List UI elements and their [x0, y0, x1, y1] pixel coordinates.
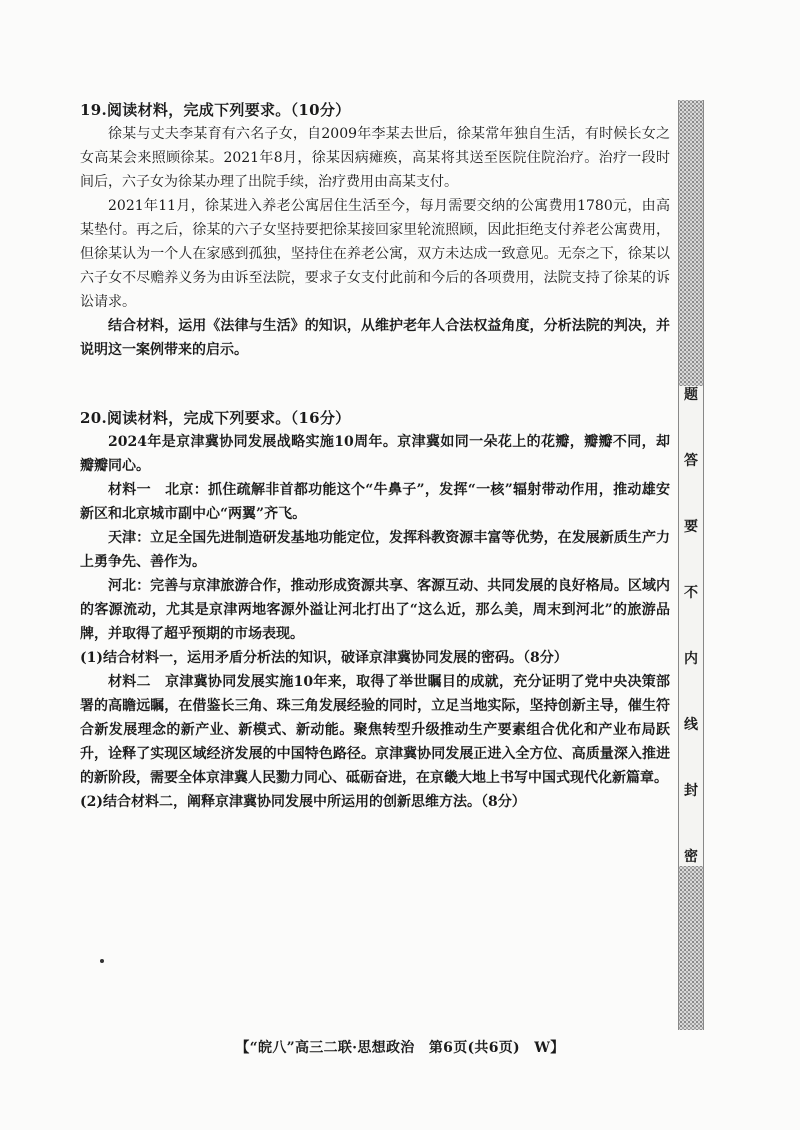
strip-char-8: 密 — [684, 849, 698, 865]
strip-char-3: 要 — [684, 519, 698, 535]
strip-char-5: 内 — [684, 651, 698, 667]
strip-char-1: 题 — [684, 387, 698, 403]
answer-space-q19 — [80, 362, 670, 406]
strip-char-6: 线 — [684, 717, 698, 733]
q20-material2: 材料二 京津冀协同发展实施10年来，取得了举世瞩目的成就，充分证明了党中央决策部署的高瞻远瞩，在借鉴长三角、珠三角发展经验的同时，立足当地实际，坚持创新主导，催生符合新发展理念的新产业、新模式、新动能。聚焦转型升级推动生产要素组合优化和产业布局跃升，诠释了实现区域经济发展的中国特色路径。京津冀协同发展正进入全方位、高质量深入推进的新阶段，需要全体京津冀人民勠力同心、砥砺奋进，在京畿大地上书写中国式现代化新篇章。 — [80, 674, 670, 786]
q20-intro: 2024年是京津冀协同发展战略实施10周年。京津冀如同一朵花上的花瓣，瓣瓣不同，却瓣瓣同心。 — [80, 434, 670, 474]
strip-char-2: 答 — [684, 453, 698, 469]
q20-subquestion-2: (2)结合材料二，阐释京津冀协同发展中所运用的创新思维方法。（8分） — [80, 794, 526, 810]
question-19-title: 19.阅读材料，完成下列要求。（10分） — [80, 101, 351, 119]
exam-content — [80, 98, 670, 814]
q19-paragraph-1: 徐某与丈夫李某育有六名子女，自2009年李某去世后，徐某常年独自生活，有时候长女之女高某会来照顾徐某。2021年8月，徐某因病瘫痪，高某将其送至医院住院治疗。治疗一段时间后，六子女为徐某办理了出院手续，治疗费用由高某支付。 — [80, 126, 670, 190]
q20-subquestion-1: (1)结合材料一，运用矛盾分析法的知识，破译京津冀协同发展的密码。（8分） — [80, 650, 568, 666]
question-20-title: 20.阅读材料，完成下列要求。（16分） — [80, 409, 351, 427]
strip-char-7: 封 — [684, 783, 698, 799]
question-20 — [80, 406, 670, 814]
stray-dot — [100, 959, 104, 963]
q20-material1-beijing: 材料一 北京：抓住疏解非首都功能这个“牛鼻子”，发挥“一核”辐射带动作用，推动雄安新区和北京城市副中心“两翼”齐飞。 — [80, 482, 670, 522]
q19-prompt: 结合材料，运用《法律与生活》的知识，从维护老年人合法权益角度，分析法院的判决，并说明这一案例带来的启示。 — [80, 318, 670, 358]
q20-material1-tianjin: 天津：立足全国先进制造研发基地功能定位，发挥科教资源丰富等优势，在发展新质生产力上勇争先、善作为。 — [80, 530, 670, 570]
question-19 — [80, 98, 670, 362]
strip-char-4: 不 — [684, 585, 698, 601]
page-footer: 【“皖八”高三二联·思想政治 第6页(共6页) W】 — [235, 1040, 565, 1056]
binding-strip-label — [679, 386, 703, 866]
q20-material1-hebei: 河北：完善与京津旅游合作，推动形成资源共享、客源互动、共同发展的良好格局。区域内的客源流动，尤其是京津两地客源外溢让河北打出了“这么近，那么美，周末到河北”的旅游品牌，并取得了超乎预期的市场表现。 — [80, 578, 670, 642]
q19-paragraph-2: 2021年11月，徐某进入养老公寓居住生活至今，每月需要交纳的公寓费用1780元，由高某垫付。再之后，徐某的六子女坚持要把徐某接回家里轮流照顾，因此拒绝支付养老公寓费用，但徐某认为一个人在家感到孤独，坚持住在养老公寓，双方未达成一致意见。无奈之下，徐某以六子女不尽赡养义务为由诉至法院，要求子女支付此前和今后的各项费用，法院支持了徐某的诉讼请求。 — [80, 198, 670, 310]
